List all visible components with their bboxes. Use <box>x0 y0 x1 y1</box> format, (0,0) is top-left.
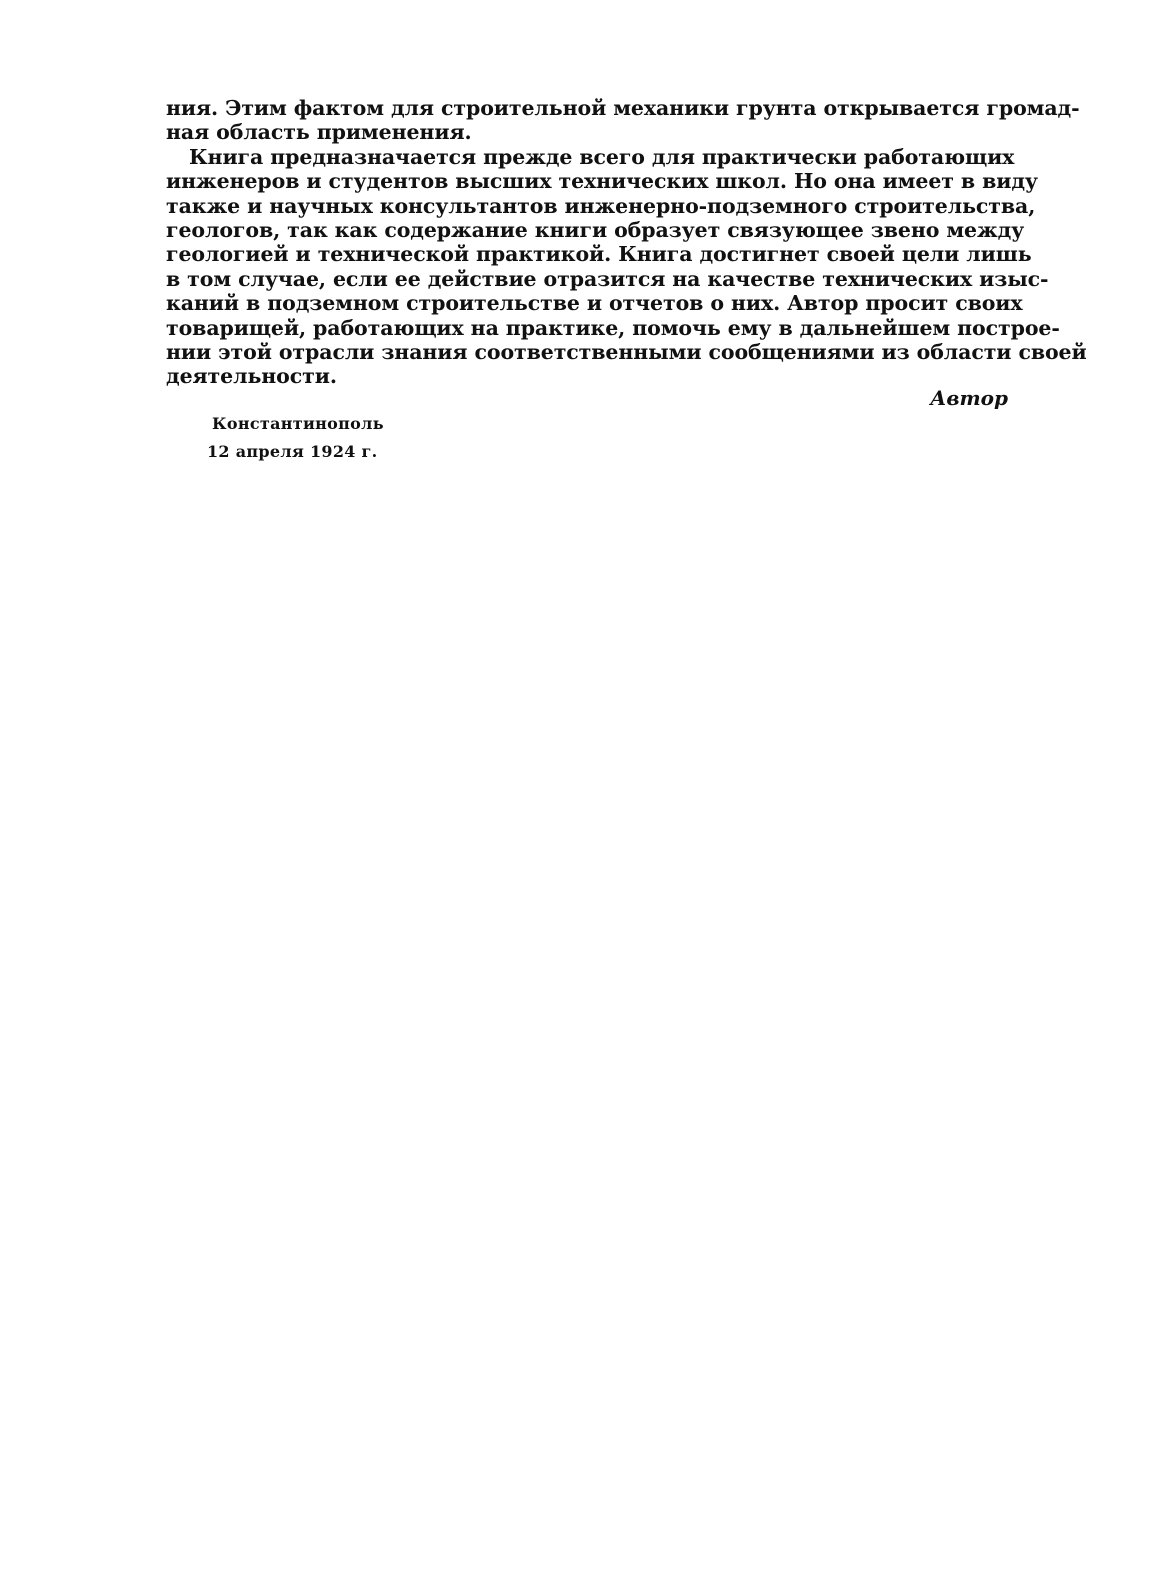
text-line: Книга предназначается прежде всего для практически работающих <box>189 144 1015 169</box>
text-line: инженеров и студентов высших технических школ. Но она имеет в виду <box>166 169 1038 194</box>
text-line: каний в подземном строительстве и отчетов о них. Автор просит своих <box>166 291 1023 316</box>
text-line: ния. Этим фактом для строительной механики грунта открывается громад- <box>166 96 1080 120</box>
place-of-writing: Константинополь <box>212 414 384 433</box>
text-line: нии этой отрасли знания соответственными сообщениями из области своей <box>166 340 1087 365</box>
text-line: также и научных консультантов инженерно-подземного строительства, <box>166 193 1036 218</box>
author-signature: Автор <box>930 386 1008 410</box>
text-line: ная область применения. <box>166 120 472 145</box>
text-line: в том случае, если ее действие отразится на качестве технических изыс- <box>166 266 1049 291</box>
body-text <box>166 96 1087 389</box>
date-of-writing: 12 апреля 1924 г. <box>207 442 378 461</box>
text-line: геологией и технической практикой. Книга достигнет своей цели лишь <box>166 242 1032 267</box>
text-line: геологов, так как содержание книги образует связующее звено между <box>166 218 1025 243</box>
text-line: деятельности. <box>166 364 337 389</box>
text-line: товарищей, работающих на практике, помочь ему в дальнейшем построе- <box>166 315 1060 340</box>
